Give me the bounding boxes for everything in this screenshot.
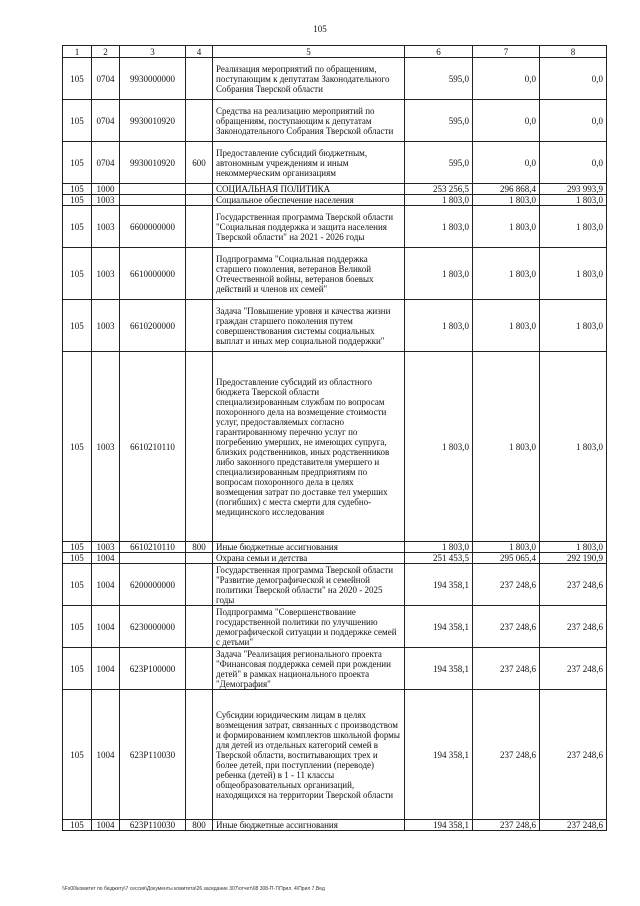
cell-amount-year-1: 1 803,0 <box>405 542 473 553</box>
cell-amount-year-3: 237 248,6 <box>540 820 607 831</box>
cell-amount-year-2: 1 803,0 <box>473 206 540 248</box>
cell-description: Задача "Повышение уровня и качества жизни граждан старшего поколения путем совершенствования системы социальных выплат и иных мер социальной поддержки" <box>213 300 405 352</box>
cell-section: 1004 <box>92 564 120 606</box>
cell-expense-type <box>186 553 213 564</box>
cell-department: 105 <box>63 820 92 831</box>
cell-department: 105 <box>63 564 92 606</box>
cell-amount-year-3: 237 248,6 <box>540 564 607 606</box>
cell-description: Реализация мероприятий по обращениям, поступающим к депутатам Законодательного Собрания Тверской области <box>213 58 405 100</box>
column-header-6: 6 <box>405 46 473 58</box>
cell-description: Подпрограмма "Совершенствование государственной политики по улучшению демографической ситуации и поддержке семей с детьми" <box>213 606 405 648</box>
cell-amount-year-1: 251 453,5 <box>405 553 473 564</box>
cell-section: 1003 <box>92 248 120 300</box>
cell-amount-year-2: 237 248,6 <box>473 690 540 820</box>
cell-section: 0704 <box>92 100 120 142</box>
cell-expense-type: 800 <box>186 542 213 553</box>
cell-section: 0704 <box>92 142 120 184</box>
cell-amount-year-1: 1 803,0 <box>405 248 473 300</box>
column-header-8: 8 <box>540 46 607 58</box>
cell-target-article: 623P110030 <box>120 690 186 820</box>
cell-department: 105 <box>63 300 92 352</box>
cell-expense-type <box>186 195 213 206</box>
table-row <box>63 195 607 206</box>
table-row <box>63 820 607 831</box>
cell-amount-year-3: 1 803,0 <box>540 248 607 300</box>
cell-section: 1000 <box>92 184 120 195</box>
cell-expense-type <box>186 564 213 606</box>
cell-amount-year-3: 0,0 <box>540 100 607 142</box>
cell-amount-year-1: 1 803,0 <box>405 352 473 542</box>
table-row <box>63 553 607 564</box>
table-row <box>63 542 607 553</box>
table-row <box>63 648 607 690</box>
cell-department: 105 <box>63 606 92 648</box>
cell-expense-type <box>186 248 213 300</box>
cell-department: 105 <box>63 648 92 690</box>
page-number: 105 <box>313 24 327 34</box>
cell-section: 1004 <box>92 606 120 648</box>
cell-target-article: 6610200000 <box>120 300 186 352</box>
cell-amount-year-2: 296 868,4 <box>473 184 540 195</box>
cell-amount-year-2: 1 803,0 <box>473 300 540 352</box>
cell-target-article <box>120 184 186 195</box>
cell-section: 1003 <box>92 352 120 542</box>
cell-amount-year-3: 237 248,6 <box>540 606 607 648</box>
cell-amount-year-3: 0,0 <box>540 142 607 184</box>
cell-expense-type <box>186 184 213 195</box>
cell-target-article: 6610210110 <box>120 352 186 542</box>
table-row <box>63 100 607 142</box>
file-path-footer: \\Fs00\комитет по бюджету\7 сессия\Документы комитета\26 заседание 307\отчет\08 308-П-7\Прил. 4\Прил 7.Вед <box>62 886 325 892</box>
cell-description: СОЦИАЛЬНАЯ ПОЛИТИКА <box>213 184 405 195</box>
table-row <box>63 352 607 542</box>
cell-department: 105 <box>63 100 92 142</box>
cell-amount-year-1: 194 358,1 <box>405 648 473 690</box>
cell-department: 105 <box>63 690 92 820</box>
cell-amount-year-2: 1 803,0 <box>473 195 540 206</box>
cell-amount-year-3: 237 248,6 <box>540 648 607 690</box>
table-row <box>63 300 607 352</box>
column-header-1: 1 <box>63 46 92 58</box>
cell-amount-year-2: 1 803,0 <box>473 248 540 300</box>
cell-department: 105 <box>63 553 92 564</box>
column-header-2: 2 <box>92 46 120 58</box>
table-row <box>63 142 607 184</box>
cell-amount-year-3: 1 803,0 <box>540 300 607 352</box>
cell-department: 105 <box>63 352 92 542</box>
cell-target-article: 6230000000 <box>120 606 186 648</box>
cell-section: 0704 <box>92 58 120 100</box>
cell-department: 105 <box>63 248 92 300</box>
cell-amount-year-3: 293 993,9 <box>540 184 607 195</box>
cell-amount-year-2: 237 248,6 <box>473 606 540 648</box>
cell-section: 1004 <box>92 648 120 690</box>
cell-amount-year-1: 1 803,0 <box>405 206 473 248</box>
table-row <box>63 564 607 606</box>
cell-description: Иные бюджетные ассигнования <box>213 820 405 831</box>
cell-target-article: 9930010920 <box>120 100 186 142</box>
table-header-row <box>63 46 607 58</box>
cell-department: 105 <box>63 58 92 100</box>
cell-description: Государственная программа Тверской области "Развитие демографической и семейной политики Тверской области" на 2020 - 2025 годы <box>213 564 405 606</box>
cell-department: 105 <box>63 542 92 553</box>
cell-description: Субсидии юридическим лицам в целях возмещения затрат, связанных с производством и формированием комплектов школьной формы для детей из отдельных категорий семей в Тверской области, воспитывающих трех и более детей, при поступлении (переводе) ребенка (детей) в 1 - 11 классы общеобразовательных организаций, находящихся на территории Тверской области <box>213 690 405 820</box>
budget-table <box>62 45 607 831</box>
cell-amount-year-1: 194 358,1 <box>405 606 473 648</box>
cell-description: Средства на реализацию мероприятий по обращениям, поступающим к депутатам Законодательного Собрания Тверской области <box>213 100 405 142</box>
cell-expense-type: 800 <box>186 820 213 831</box>
cell-expense-type <box>186 648 213 690</box>
cell-department: 105 <box>63 195 92 206</box>
cell-target-article: 6200000000 <box>120 564 186 606</box>
table-row <box>63 248 607 300</box>
cell-expense-type <box>186 300 213 352</box>
cell-amount-year-3: 1 803,0 <box>540 206 607 248</box>
cell-department: 105 <box>63 142 92 184</box>
cell-amount-year-1: 595,0 <box>405 142 473 184</box>
table-row <box>63 690 607 820</box>
cell-amount-year-1: 194 358,1 <box>405 564 473 606</box>
cell-amount-year-2: 237 248,6 <box>473 648 540 690</box>
table-row <box>63 184 607 195</box>
cell-target-article <box>120 553 186 564</box>
cell-amount-year-2: 237 248,6 <box>473 564 540 606</box>
table-row <box>63 606 607 648</box>
column-header-5: 5 <box>213 46 405 58</box>
cell-department: 105 <box>63 184 92 195</box>
table-row <box>63 58 607 100</box>
cell-description: Задача "Реализация регионального проекта "Финансовая поддержка семей при рождении детей" в рамках национального проекта "Демография" <box>213 648 405 690</box>
cell-expense-type <box>186 58 213 100</box>
cell-amount-year-3: 237 248,6 <box>540 690 607 820</box>
cell-amount-year-2: 237 248,6 <box>473 820 540 831</box>
cell-amount-year-1: 595,0 <box>405 100 473 142</box>
cell-amount-year-2: 295 065,4 <box>473 553 540 564</box>
cell-amount-year-2: 0,0 <box>473 58 540 100</box>
cell-target-article: 6600000000 <box>120 206 186 248</box>
column-header-7: 7 <box>473 46 540 58</box>
cell-section: 1004 <box>92 553 120 564</box>
cell-expense-type <box>186 206 213 248</box>
cell-section: 1004 <box>92 820 120 831</box>
table-row <box>63 206 607 248</box>
cell-description: Охрана семьи и детства <box>213 553 405 564</box>
cell-expense-type <box>186 690 213 820</box>
cell-department: 105 <box>63 206 92 248</box>
cell-description: Предоставление субсидий из областного бюджета Тверской области специализированным службам по вопросам похоронного дела на возмещение стоимости услуг, предоставляемых согласно гарантированному перечню услуг по погребению умерших, не имеющих супруга, близких родственников, иных родственников либо законного представителя умершего и специализированным предприятиям по вопросам похоронного дела в целях возмещения затрат по доставке тел умерших (погибших) с места смерти для судебно-медицинского исследования <box>213 352 405 542</box>
cell-amount-year-2: 0,0 <box>473 100 540 142</box>
cell-section: 1004 <box>92 690 120 820</box>
cell-description: Государственная программа Тверской области "Социальная поддержка и защита населения Тверской области" на 2021 - 2026 годы <box>213 206 405 248</box>
cell-amount-year-3: 1 803,0 <box>540 352 607 542</box>
cell-target-article: 9930000000 <box>120 58 186 100</box>
cell-amount-year-1: 194 358,1 <box>405 820 473 831</box>
column-header-4: 4 <box>186 46 213 58</box>
cell-amount-year-3: 0,0 <box>540 58 607 100</box>
column-header-3: 3 <box>120 46 186 58</box>
cell-description: Иные бюджетные ассигнования <box>213 542 405 553</box>
cell-amount-year-3: 292 190,9 <box>540 553 607 564</box>
cell-description: Предоставление субсидий бюджетным, автономным учреждениям и иным некоммерческим организациям <box>213 142 405 184</box>
cell-target-article: 9930010920 <box>120 142 186 184</box>
cell-amount-year-1: 1 803,0 <box>405 300 473 352</box>
cell-expense-type <box>186 606 213 648</box>
cell-target-article: 623P110030 <box>120 820 186 831</box>
cell-section: 1003 <box>92 542 120 553</box>
cell-target-article <box>120 195 186 206</box>
cell-amount-year-2: 0,0 <box>473 142 540 184</box>
cell-section: 1003 <box>92 300 120 352</box>
cell-amount-year-1: 595,0 <box>405 58 473 100</box>
cell-target-article: 6610000000 <box>120 248 186 300</box>
cell-amount-year-1: 1 803,0 <box>405 195 473 206</box>
cell-expense-type: 600 <box>186 142 213 184</box>
cell-expense-type <box>186 100 213 142</box>
cell-amount-year-1: 253 256,5 <box>405 184 473 195</box>
cell-amount-year-2: 1 803,0 <box>473 352 540 542</box>
cell-target-article: 623P100000 <box>120 648 186 690</box>
cell-amount-year-3: 1 803,0 <box>540 195 607 206</box>
cell-target-article: 6610210110 <box>120 542 186 553</box>
cell-description: Подпрограмма "Социальная поддержка старшего поколения, ветеранов Великой Отечественной войны, ветеранов боевых действий и членов их семей" <box>213 248 405 300</box>
cell-amount-year-2: 1 803,0 <box>473 542 540 553</box>
cell-amount-year-3: 1 803,0 <box>540 542 607 553</box>
cell-section: 1003 <box>92 195 120 206</box>
cell-amount-year-1: 194 358,1 <box>405 690 473 820</box>
cell-section: 1003 <box>92 206 120 248</box>
cell-description: Социальное обеспечение населения <box>213 195 405 206</box>
cell-expense-type <box>186 352 213 542</box>
